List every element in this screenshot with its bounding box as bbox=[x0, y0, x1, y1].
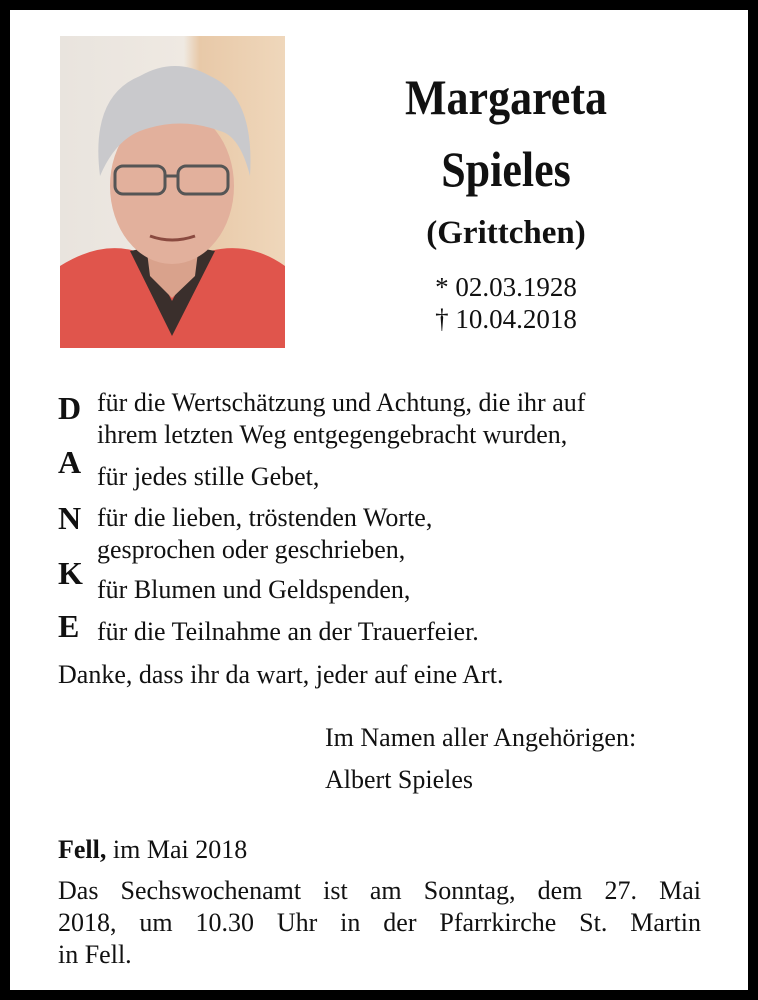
month-year: im Mai 2018 bbox=[106, 835, 248, 864]
thanks-line: für die lieben, tröstenden Worte, bbox=[97, 503, 433, 532]
acrostic-letter-a: A bbox=[58, 444, 82, 480]
signature-name: Albert Spieles bbox=[325, 765, 474, 794]
acrostic-letter-n: N bbox=[58, 500, 82, 536]
place-date bbox=[58, 835, 247, 865]
death-date: † 10.04.2018 bbox=[435, 304, 577, 334]
signature-heading: Im Namen aller Angehörigen: bbox=[325, 723, 637, 752]
thanks-line: für Blumen und Geldspenden, bbox=[97, 575, 411, 604]
thanks-line: gesprochen oder geschrieben, bbox=[97, 535, 406, 564]
birth-date: * 02.03.1928 bbox=[435, 272, 577, 302]
thanks-line: für jedes stille Gebet, bbox=[97, 462, 320, 491]
acrostic-letter-e: E bbox=[58, 608, 80, 644]
closing-line: Danke, dass ihr da wart, jeder auf eine Art. bbox=[58, 660, 504, 689]
thanks-line: für die Wertschätzung und Achtung, die ihr auf bbox=[97, 388, 586, 417]
thanks-line: für die Teilnahme an der Trauerfeier. bbox=[97, 617, 479, 646]
portrait-illustration bbox=[60, 36, 285, 348]
acrostic-letter-k: K bbox=[58, 555, 83, 591]
last-name: Spieles bbox=[441, 141, 571, 197]
first-name: Margareta bbox=[405, 69, 607, 125]
service-line: 2018, um 10.30 Uhr in der Pfarrkirche St. Martin bbox=[58, 908, 701, 937]
portrait-photo bbox=[60, 36, 285, 348]
service-line: in Fell. bbox=[58, 940, 132, 969]
obituary-card bbox=[10, 10, 748, 990]
thanks-line: ihrem letzten Weg entgegengebracht wurden, bbox=[97, 420, 568, 449]
nickname: (Grittchen) bbox=[426, 215, 586, 251]
acrostic-letter-d: D bbox=[58, 390, 82, 426]
service-line: Das Sechswochenamt ist am Sonntag, dem 27. Mai bbox=[58, 876, 701, 905]
place: Fell, bbox=[58, 835, 107, 864]
